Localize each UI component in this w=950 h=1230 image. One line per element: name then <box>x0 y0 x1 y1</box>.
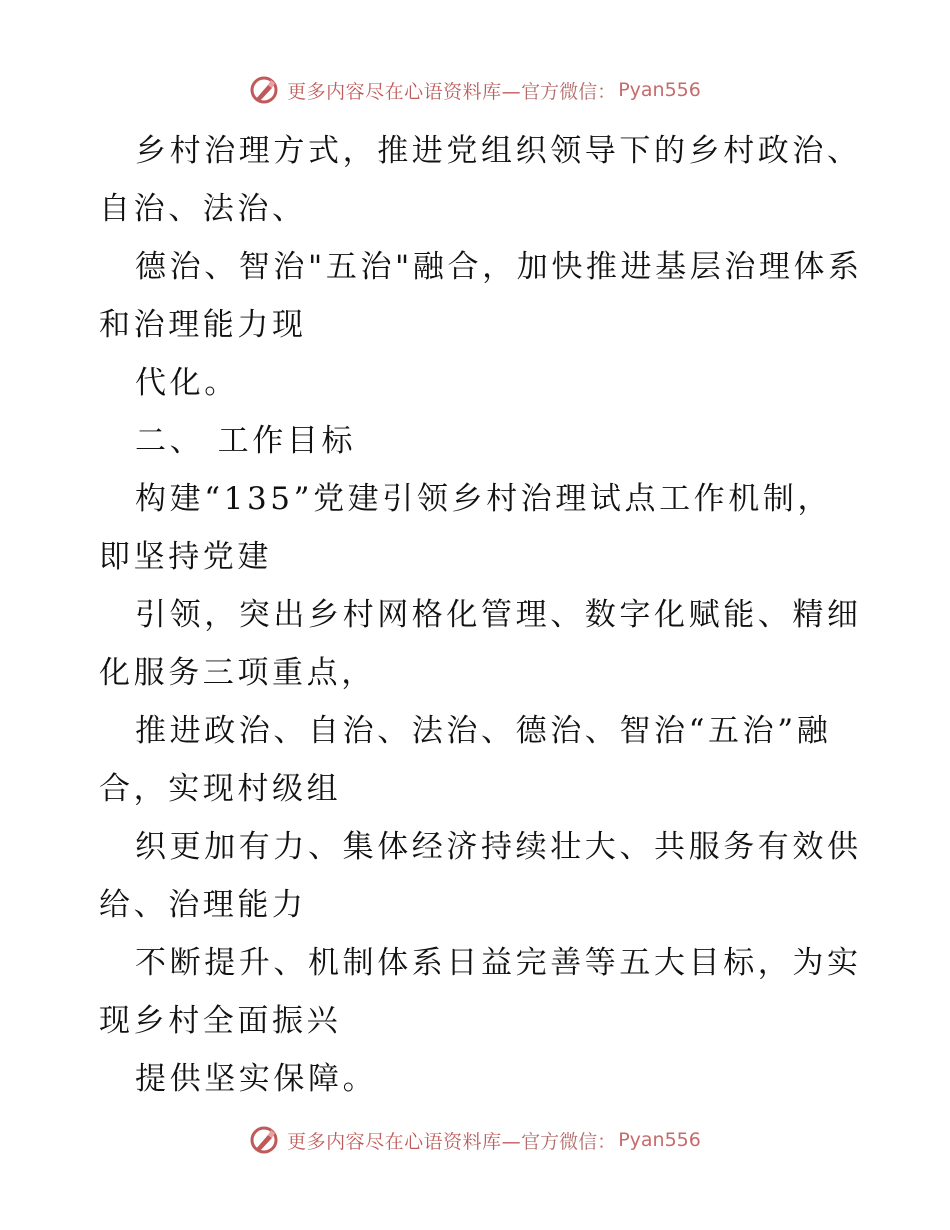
text-line: 乡村治理方式，推进党组织领导下的乡村政治、 <box>135 133 862 169</box>
header-watermark-banner <box>0 73 950 107</box>
text-line: 自治、法治、 <box>99 191 307 227</box>
text-line: 德治、智治"五治"融合，加快推进基层治理体系 <box>135 249 863 285</box>
banner-text: 更多内容尽在心语资料库— <box>287 80 522 103</box>
text-line: 推进政治、自治、法治、德治、智治“五治”融 <box>135 713 832 749</box>
text-line: 构建“135”党建引领乡村治理试点工作机制， <box>135 481 833 517</box>
banner-wechat-id: Pyan556 <box>618 1129 701 1151</box>
document-body <box>99 122 863 1108</box>
text-line: 合，实现村级组 <box>99 771 342 807</box>
text-line: 织更加有力、集体经济持续壮大、共服务有效供 <box>135 829 862 865</box>
text-line: 不断提升、机制体系日益完善等五大目标，为实 <box>135 945 862 981</box>
text-line: 化服务三项重点， <box>99 655 376 691</box>
banner-wechat-id: Pyan556 <box>618 79 701 101</box>
pen-logo-icon <box>249 75 279 105</box>
footer-watermark-banner <box>0 1123 950 1157</box>
banner-wechat-label: 官方微信： <box>521 1130 617 1153</box>
banner-text: 更多内容尽在心语资料库— <box>287 1130 522 1153</box>
text-line: 即坚持党建 <box>99 539 272 575</box>
text-line: 代化。 <box>135 365 239 401</box>
text-line: 引领，突出乡村网格化管理、数字化赋能、精细 <box>135 597 862 633</box>
text-line: 提供坚实保障。 <box>135 1061 378 1097</box>
text-line: 现乡村全面振兴 <box>99 1003 342 1039</box>
pen-logo-icon <box>249 1125 279 1155</box>
text-line: 和治理能力现 <box>99 307 307 343</box>
text-line: 给、治理能力 <box>99 887 307 923</box>
banner-wechat-label: 官方微信： <box>521 80 617 103</box>
section-heading: 二、 工作目标 <box>135 423 357 459</box>
